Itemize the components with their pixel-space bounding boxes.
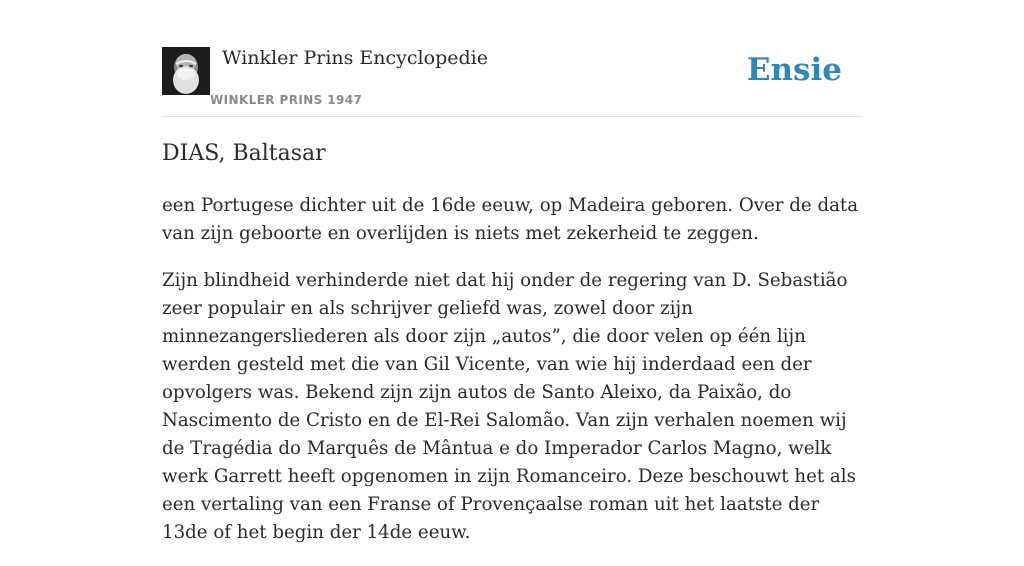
article-paragraph: Zijn blindheid verhinderde niet dat hij onder de regering van D. Sebastião zeer populair en als schrijver geliefd was, zowel door zijn minnezangersliederen als door zijn „autos”, die door velen op één lijn werden gesteld met die van Gil Vicente, van wie hij inderdaad een der opvolgers was. Bekend zijn zijn autos de Santo Aleixo, da Paixão, do Nascimento de Cristo en de El-Rei Salomão. Van zijn verhalen noemen wij de Tragédia do Marquês de Mântua e do Imperador Carlos Magno, welk werk Garrett heeft opgenomen in zijn Romanceiro. Deze beschouwt het als een vertaling van een Franse of Provençaalse roman uit het laatste der 13de of het begin der 14de eeuw. [162,270,856,543]
bearded-man-portrait-icon[interactable] [162,47,210,95]
article-paragraph: een Portugese dichter uit de 16de eeuw, op Madeira geboren. Over de data van zijn geboorte en overlijden is niets met zekerheid te zeggen. [162,195,859,244]
article-title: DIAS, Baltasar [162,141,326,166]
source-title[interactable]: Winkler Prins Encyclopedie [222,47,488,69]
source-subtitle[interactable]: WINKLER PRINS 1947 [210,93,363,107]
article-body [162,192,862,566]
page-header [162,0,862,117]
brand-logo[interactable]: Ensie [746,52,842,88]
page [162,0,862,543]
